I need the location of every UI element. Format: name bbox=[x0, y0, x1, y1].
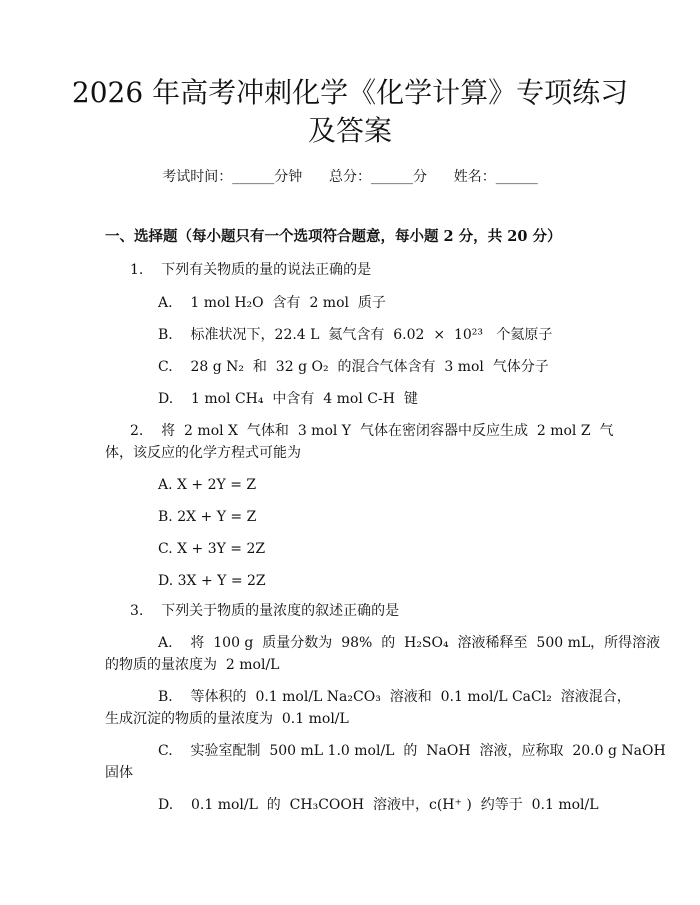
title-line-1: 2026 年高考冲刺化学《化学计算》专项练习 bbox=[71, 76, 629, 109]
question-1-option-a: A. 1 mol H₂O 含有 2 mol 质子 bbox=[158, 295, 386, 311]
question-3-option-a-line-1: A. 将 100 g 质量分数为 98% 的 H₂SO₄ 溶液稀释至 500 mL，所得溶液 bbox=[158, 635, 661, 651]
exam-meta-line: 考试时间：______分钟 总分：______分 姓名：______ bbox=[162, 169, 538, 185]
question-2-option-a: A. X + 2Y = Z bbox=[158, 477, 257, 493]
section-heading: 一、选择题（每小题只有一个选项符合题意，每小题 2 分，共 20 分） bbox=[105, 228, 562, 245]
question-3-option-b-line-1: B. 等体积的 0.1 mol/L Na₂CO₃ 溶液和 0.1 mol/L CaCl₂ 溶液混合， bbox=[158, 689, 631, 705]
question-1-option-d: D. 1 mol CH₄ 中含有 4 mol C-H 键 bbox=[158, 391, 418, 407]
question-1-option-c: C. 28 g N₂ 和 32 g O₂ 的混合气体含有 3 mol 气体分子 bbox=[158, 359, 549, 375]
question-3-option-c-line-2: 固体 bbox=[105, 765, 133, 781]
title-line-2: 及答案 bbox=[307, 114, 392, 147]
question-2-stem-line-2: 体，该反应的化学方程式可能为 bbox=[105, 445, 301, 461]
question-2-option-d: D. 3X + Y = 2Z bbox=[158, 573, 266, 589]
question-1-option-b: B. 标准状况下，22.4 L 氦气含有 6.02 × 10²³ 个氦原子 bbox=[158, 327, 553, 343]
question-3-option-c-line-1: C. 实验室配制 500 mL 1.0 mol/L 的 NaOH 溶液，应称取 20.0 g NaOH bbox=[158, 743, 666, 759]
question-3-option-d: D. 0.1 mol/L 的 CH₃COOH 溶液中，c(H⁺ ) 约等于 0.1 mol/L bbox=[158, 797, 599, 813]
question-2-stem-line-1: 2. 将 2 mol X 气体和 3 mol Y 气体在密闭容器中反应生成 2 mol Z 气 bbox=[130, 423, 614, 439]
question-3-option-a-line-2: 的物质的量浓度为 2 mol/L bbox=[105, 657, 280, 673]
question-3-option-b-line-2: 生成沉淀的物质的量浓度为 0.1 mol/L bbox=[105, 711, 349, 727]
document-title bbox=[60, 74, 640, 150]
question-2-option-c: C. X + 3Y = 2Z bbox=[158, 541, 266, 557]
question-1-stem: 1. 下列有关物质的量的说法正确的是 bbox=[130, 262, 372, 278]
question-3-stem: 3. 下列关于物质的量浓度的叙述正确的是 bbox=[130, 603, 400, 619]
question-2-option-b: B. 2X + Y = Z bbox=[158, 509, 257, 525]
